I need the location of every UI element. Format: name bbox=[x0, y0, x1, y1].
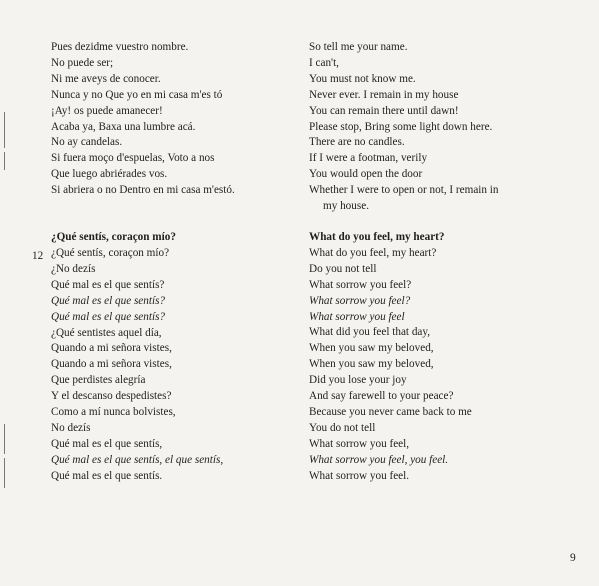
lyric-line: No puede ser; bbox=[51, 56, 114, 69]
spanish-stanza-2 bbox=[51, 246, 296, 485]
lyric-line: ¡Ay! os puede amanecer! bbox=[51, 104, 163, 117]
lyric-line: Do you not tell bbox=[309, 262, 377, 275]
lyric-line: What do you feel, my heart? bbox=[309, 246, 437, 259]
page-number: 9 bbox=[570, 552, 576, 564]
lyric-line: You do not tell bbox=[309, 421, 376, 434]
lyric-line: my house. bbox=[323, 200, 369, 213]
lyric-line: Please stop, Bring some light down here. bbox=[309, 120, 493, 133]
lyric-line: Y el descanso despedistes? bbox=[51, 390, 172, 403]
lyric-line: Qué mal es el que sentís, el que sentís, bbox=[51, 453, 224, 466]
lyric-line: ¿Qué sentís, coraçon mío? bbox=[51, 246, 170, 259]
lyric-line: What sorrow you feel. bbox=[309, 469, 410, 482]
lyric-line: Que perdistes alegría bbox=[51, 374, 146, 387]
english-stanza-1 bbox=[309, 40, 574, 215]
lyric-line: Whether I were to open or not, I remain in bbox=[309, 184, 499, 197]
lyric-line: What sorrow you feel, bbox=[309, 437, 410, 450]
track-number: 12 bbox=[32, 250, 44, 262]
spanish-song-title: ¿Qué sentís, coraçon mío? bbox=[51, 231, 176, 244]
lyric-line: No dezís bbox=[51, 421, 91, 434]
binding-mark-1 bbox=[4, 112, 5, 148]
lyric-line: What did you feel that day, bbox=[309, 326, 431, 339]
lyric-line: So tell me your name. bbox=[309, 41, 408, 53]
lyric-line: Qué mal es el que sentís. bbox=[51, 469, 163, 482]
lyric-line: What sorrow you feel, you feel. bbox=[309, 453, 449, 466]
lyric-line: Quando a mi señora vistes, bbox=[51, 342, 172, 355]
lyric-line: ¿No dezís bbox=[51, 262, 96, 275]
lyric-line: What sorrow you feel? bbox=[309, 294, 411, 307]
lyric-line: Qué mal es el que sentís? bbox=[51, 278, 165, 291]
lyric-line: Qué mal es el que sentís? bbox=[51, 294, 166, 307]
lyric-line: No ay candelas. bbox=[51, 136, 123, 149]
lyric-line: You must not know me. bbox=[309, 72, 416, 85]
lyric-line: ¿Qué sentistes aquel día, bbox=[51, 326, 162, 339]
lyric-line: Pues dezidme vuestro nombre. bbox=[51, 41, 189, 53]
lyric-line: Quando a mi señora vistes, bbox=[51, 358, 172, 371]
lyric-line: When you saw my beloved, bbox=[309, 342, 434, 355]
lyric-line: What sorrow you feel bbox=[309, 310, 405, 323]
spanish-lyrics-column bbox=[51, 40, 296, 485]
spanish-stanza-1 bbox=[51, 40, 296, 199]
lyric-line: Never ever. I remain in my house bbox=[309, 88, 459, 101]
lyric-line: If I were a footman, verily bbox=[309, 152, 428, 165]
lyric-line: Because you never came back to me bbox=[309, 405, 472, 418]
lyric-line: When you saw my beloved, bbox=[309, 358, 434, 371]
lyric-line: Como a mí nunca bolvistes, bbox=[51, 406, 176, 419]
lyric-line: Did you lose your joy bbox=[309, 374, 407, 387]
english-song-title: What do you feel, my heart? bbox=[309, 230, 445, 243]
lyric-line: Qué mal es el que sentís, bbox=[51, 437, 163, 450]
binding-mark-4 bbox=[4, 458, 5, 488]
binding-mark-2 bbox=[4, 152, 5, 170]
lyric-line: And say farewell to your peace? bbox=[309, 390, 454, 403]
lyric-line: Qué mal es el que sentís? bbox=[51, 310, 166, 323]
lyric-line: Nunca y no Que yo en mi casa m'es tó bbox=[51, 88, 223, 101]
english-stanza-2 bbox=[309, 246, 574, 485]
lyric-line: What sorrow you feel? bbox=[309, 278, 412, 291]
lyric-line: Que luego abriérades vos. bbox=[51, 168, 168, 181]
lyric-line: Si abriera o no Dentro en mi casa m'estó. bbox=[51, 184, 235, 197]
lyric-line: There are no candles. bbox=[309, 136, 405, 149]
english-translation-column bbox=[309, 40, 574, 484]
lyric-line: Si fuera moço d'espuelas, Voto a nos bbox=[51, 152, 215, 165]
lyric-line: You can remain there until dawn! bbox=[309, 104, 459, 117]
lyric-line: Acaba ya, Baxa una lumbre acá. bbox=[51, 120, 196, 133]
lyric-line: Ni me aveys de conocer. bbox=[51, 72, 161, 85]
binding-mark-3 bbox=[4, 424, 5, 454]
lyric-line: You would open the door bbox=[309, 168, 423, 181]
lyric-line: I can't, bbox=[309, 56, 339, 69]
